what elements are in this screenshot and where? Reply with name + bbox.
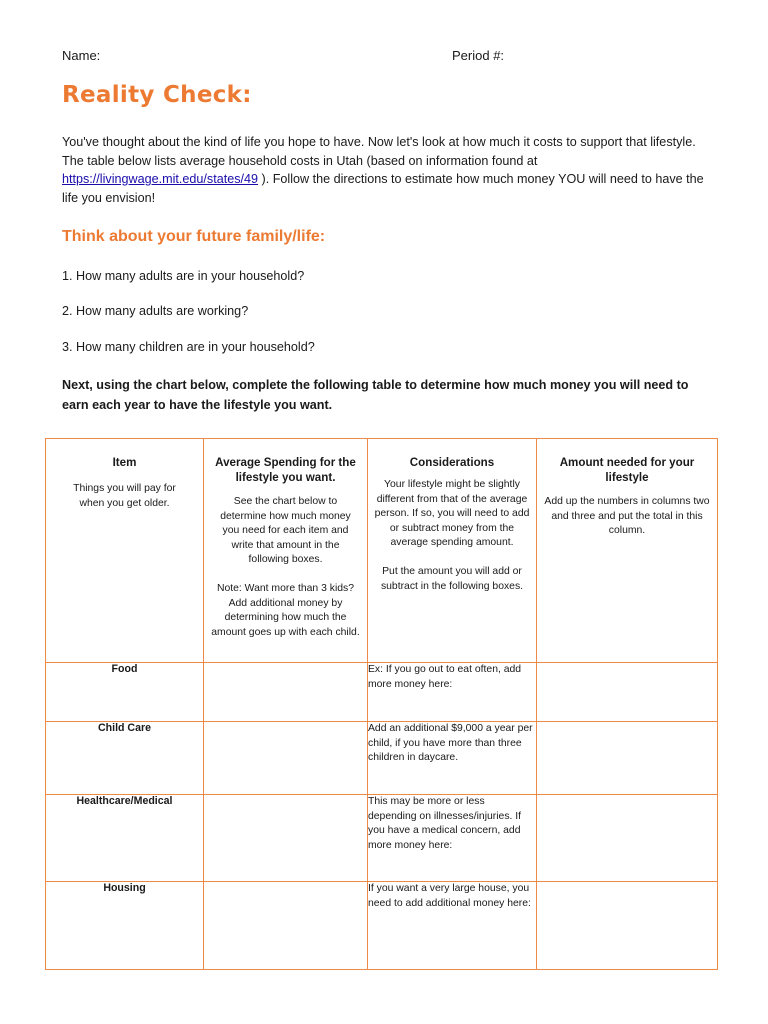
header-average-spending-title: Average Spending for the lifestyle you want. <box>215 456 356 484</box>
name-label: Name: <box>62 48 101 63</box>
table-row-healthcare <box>46 795 718 882</box>
header-item <box>46 439 204 663</box>
row-housing-label: Housing <box>46 882 204 970</box>
row-housing-average-spending-cell[interactable] <box>204 882 368 970</box>
header-amount-needed-title: Amount needed for your lifestyle <box>559 456 695 484</box>
header-average-spending <box>204 439 368 663</box>
lifestyle-cost-table <box>45 438 718 970</box>
table-row-child-care <box>46 722 718 795</box>
question-adults: 1. How many adults are in your household? <box>62 269 305 283</box>
header-considerations <box>368 439 537 663</box>
intro-text-start: You've thought about the kind of life you hope to have. Now let's look at how much it costs to support that lifestyle. The table below lists average household costs in Utah (based on information found at <box>62 135 696 168</box>
question-children: 3. How many children are in your household? <box>62 340 315 354</box>
header-average-spending-note: See the chart below to determine how much money you need for each item and write that amount in the following boxes. Note: Want more than 3 kids? Add additional money by determining how much the amount goes up with each child. <box>211 496 360 638</box>
table-header-row <box>46 439 718 663</box>
row-housing-consideration: If you want a very large house, you need to add additional money here: <box>368 882 537 970</box>
header-item-title: Item <box>112 456 137 469</box>
row-child-care-consideration: Add an additional $9,000 a year per child, if you have more than three children in daycare. <box>368 722 537 795</box>
section-subtitle: Think about your future family/life: <box>62 228 326 245</box>
table-instruction: Next, using the chart below, complete the following table to determine how much money you will need to earn each year to have the lifestyle you want. <box>62 378 689 412</box>
row-healthcare-label: Healthcare/Medical <box>46 795 204 882</box>
header-item-note: Things you will pay for when you get older. <box>73 483 176 509</box>
header-considerations-note: Your lifestyle might be slightly different from that of the average person. If so, you will need to add or subtract money from the average spending amount. Put the amount you will add or subtract in the following boxes. <box>374 479 530 592</box>
row-housing-amount-cell[interactable] <box>537 882 718 970</box>
row-food-amount-cell[interactable] <box>537 663 718 722</box>
intro-text-end: ). Follow the directions to estimate how much money YOU will need to have the life you envision! <box>62 172 704 205</box>
row-child-care-average-spending-cell[interactable] <box>204 722 368 795</box>
intro-paragraph <box>62 133 712 207</box>
livingwage-link[interactable]: https://livingwage.mit.edu/states/49 <box>62 172 259 186</box>
row-food-average-spending-cell[interactable] <box>204 663 368 722</box>
question-working-adults: 2. How many adults are working? <box>62 304 249 318</box>
row-child-care-amount-cell[interactable] <box>537 722 718 795</box>
page-title: Reality Check: <box>62 82 252 108</box>
row-food-label: Food <box>46 663 204 722</box>
header-amount-needed <box>537 439 718 663</box>
row-healthcare-amount-cell[interactable] <box>537 795 718 882</box>
table-row-housing <box>46 882 718 970</box>
row-child-care-label: Child Care <box>46 722 204 795</box>
row-healthcare-average-spending-cell[interactable] <box>204 795 368 882</box>
header-amount-needed-note: Add up the numbers in columns two and three and put the total in this column. <box>544 496 710 536</box>
period-label: Period #: <box>452 48 505 63</box>
row-food-consideration: Ex: If you go out to eat often, add more money here: <box>368 663 537 722</box>
row-healthcare-consideration: This may be more or less depending on illnesses/injuries. If you have a medical concern, add more money here: <box>368 795 537 882</box>
header-considerations-title: Considerations <box>409 456 495 469</box>
table-row-food <box>46 663 718 722</box>
